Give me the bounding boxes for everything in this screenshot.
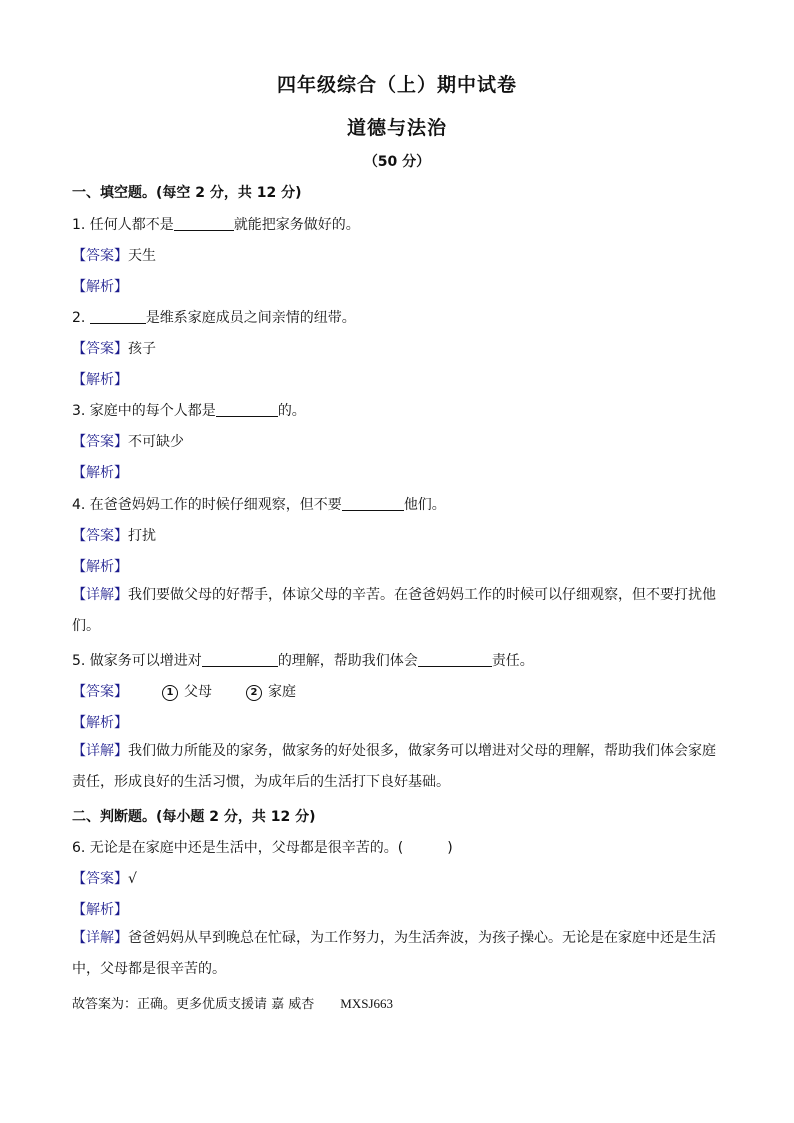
q5-blank-1 bbox=[202, 652, 278, 667]
q5-answer bbox=[72, 681, 296, 701]
q6-text: 6. 无论是在家庭中还是生活中，父母都是很辛苦的。( bbox=[72, 840, 404, 856]
exam-title: 四年级综合（上）期中试卷 bbox=[276, 74, 517, 96]
q3-answer bbox=[72, 431, 184, 451]
footer-text: 故答案为：正确。更多优质支援请 嘉 威杏 bbox=[72, 997, 315, 1012]
q4-answer bbox=[72, 525, 156, 545]
answer-label: 【答案】 bbox=[72, 341, 128, 357]
q6-answer bbox=[72, 868, 137, 888]
question-6 bbox=[72, 837, 453, 857]
detail-label: 【详解】 bbox=[72, 587, 128, 603]
analysis-label: 【解析】 bbox=[72, 559, 128, 575]
q2-blank bbox=[90, 309, 146, 324]
q4-detail bbox=[72, 580, 722, 642]
q2-text-pre: 2. bbox=[72, 310, 90, 326]
q4-analysis bbox=[72, 556, 128, 576]
q6-detail-text: 爸爸妈妈从早到晚总在忙碌，为工作努力，为生活奔波，为孩子操心。无论是在家庭中还是生活中，父母都是很辛苦的。 bbox=[72, 930, 716, 977]
exam-score: （50 分） bbox=[363, 154, 431, 170]
answer-label: 【答案】 bbox=[72, 684, 128, 700]
q3-blank bbox=[216, 402, 278, 417]
q5-answer-item-2 bbox=[246, 684, 296, 700]
q6-text-close: ) bbox=[447, 840, 453, 856]
answer-label: 【答案】 bbox=[72, 434, 128, 450]
q5-blank-2 bbox=[418, 652, 492, 667]
q3-analysis bbox=[72, 462, 128, 482]
circled-number: 2 bbox=[246, 685, 262, 701]
question-4 bbox=[72, 494, 446, 514]
q1-blank bbox=[174, 216, 234, 231]
q4-answer-value: 打扰 bbox=[128, 528, 156, 544]
q3-text-pre: 3. 家庭中的每个人都是 bbox=[72, 403, 216, 419]
q4-blank bbox=[342, 496, 404, 511]
q5-detail-text: 我们做力所能及的家务，做家务的好处很多，做家务可以增进对父母的理解，帮助我们体会家庭责任，形成良好的生活习惯，为成年后的生活打下良好基础。 bbox=[72, 743, 716, 790]
circled-number: 1 bbox=[162, 685, 178, 701]
q2-text-post: 是维系家庭成员之间亲情的纽带。 bbox=[145, 310, 356, 326]
q3-answer-value: 不可缺少 bbox=[128, 434, 184, 450]
answer-label: 【答案】 bbox=[72, 248, 128, 264]
question-3 bbox=[72, 400, 306, 420]
q1-analysis bbox=[72, 276, 128, 296]
analysis-label: 【解析】 bbox=[72, 372, 128, 388]
q1-text-pre: 1. 任何人都不是 bbox=[72, 217, 174, 233]
q5-text-post: 责任。 bbox=[491, 653, 534, 669]
q5-text-pre: 5. 做家务可以增进对 bbox=[72, 653, 202, 669]
answer-label: 【答案】 bbox=[72, 528, 128, 544]
analysis-label: 【解析】 bbox=[72, 465, 128, 481]
q5-answer-value-1: 父母 bbox=[184, 684, 212, 700]
q5-answer-item-1 bbox=[162, 684, 212, 700]
q2-analysis bbox=[72, 369, 128, 389]
q2-answer bbox=[72, 338, 156, 358]
q1-answer-value: 天生 bbox=[128, 248, 156, 264]
q4-text-pre: 4. 在爸爸妈妈工作的时候仔细观察，但不要 bbox=[72, 497, 342, 513]
question-2 bbox=[72, 307, 356, 327]
footer-code: MXSJ663 bbox=[340, 996, 394, 1011]
analysis-label: 【解析】 bbox=[72, 715, 128, 731]
q6-detail bbox=[72, 923, 722, 985]
footer-note bbox=[72, 993, 393, 1012]
q5-analysis bbox=[72, 712, 128, 732]
q4-detail-text: 我们要做父母的好帮手，体谅父母的辛苦。在爸爸妈妈工作的时候可以仔细观察，但不要打扰他们。 bbox=[72, 587, 716, 634]
detail-label: 【详解】 bbox=[72, 930, 128, 946]
analysis-label: 【解析】 bbox=[72, 279, 128, 295]
q5-answer-value-2: 家庭 bbox=[268, 684, 296, 700]
question-5 bbox=[72, 650, 534, 670]
q6-answer-value: √ bbox=[128, 871, 137, 887]
exam-subject: 道德与法治 bbox=[346, 117, 447, 139]
q3-text-post: 的。 bbox=[277, 403, 306, 419]
detail-label: 【详解】 bbox=[72, 743, 128, 759]
q6-analysis bbox=[72, 899, 128, 919]
q1-text-post: 就能把家务做好的。 bbox=[233, 217, 360, 233]
answer-label: 【答案】 bbox=[72, 871, 128, 887]
q2-answer-value: 孩子 bbox=[128, 341, 156, 357]
analysis-label: 【解析】 bbox=[72, 902, 128, 918]
question-1 bbox=[72, 214, 360, 234]
q4-text-post: 他们。 bbox=[403, 497, 446, 513]
q5-text-mid: 的理解，帮助我们体会 bbox=[277, 653, 418, 669]
q1-answer bbox=[72, 245, 156, 265]
section1-heading: 一、填空题。(每空 2 分，共 12 分) bbox=[72, 185, 302, 201]
section2-heading: 二、判断题。(每小题 2 分，共 12 分) bbox=[72, 809, 316, 825]
q5-detail bbox=[72, 736, 722, 798]
